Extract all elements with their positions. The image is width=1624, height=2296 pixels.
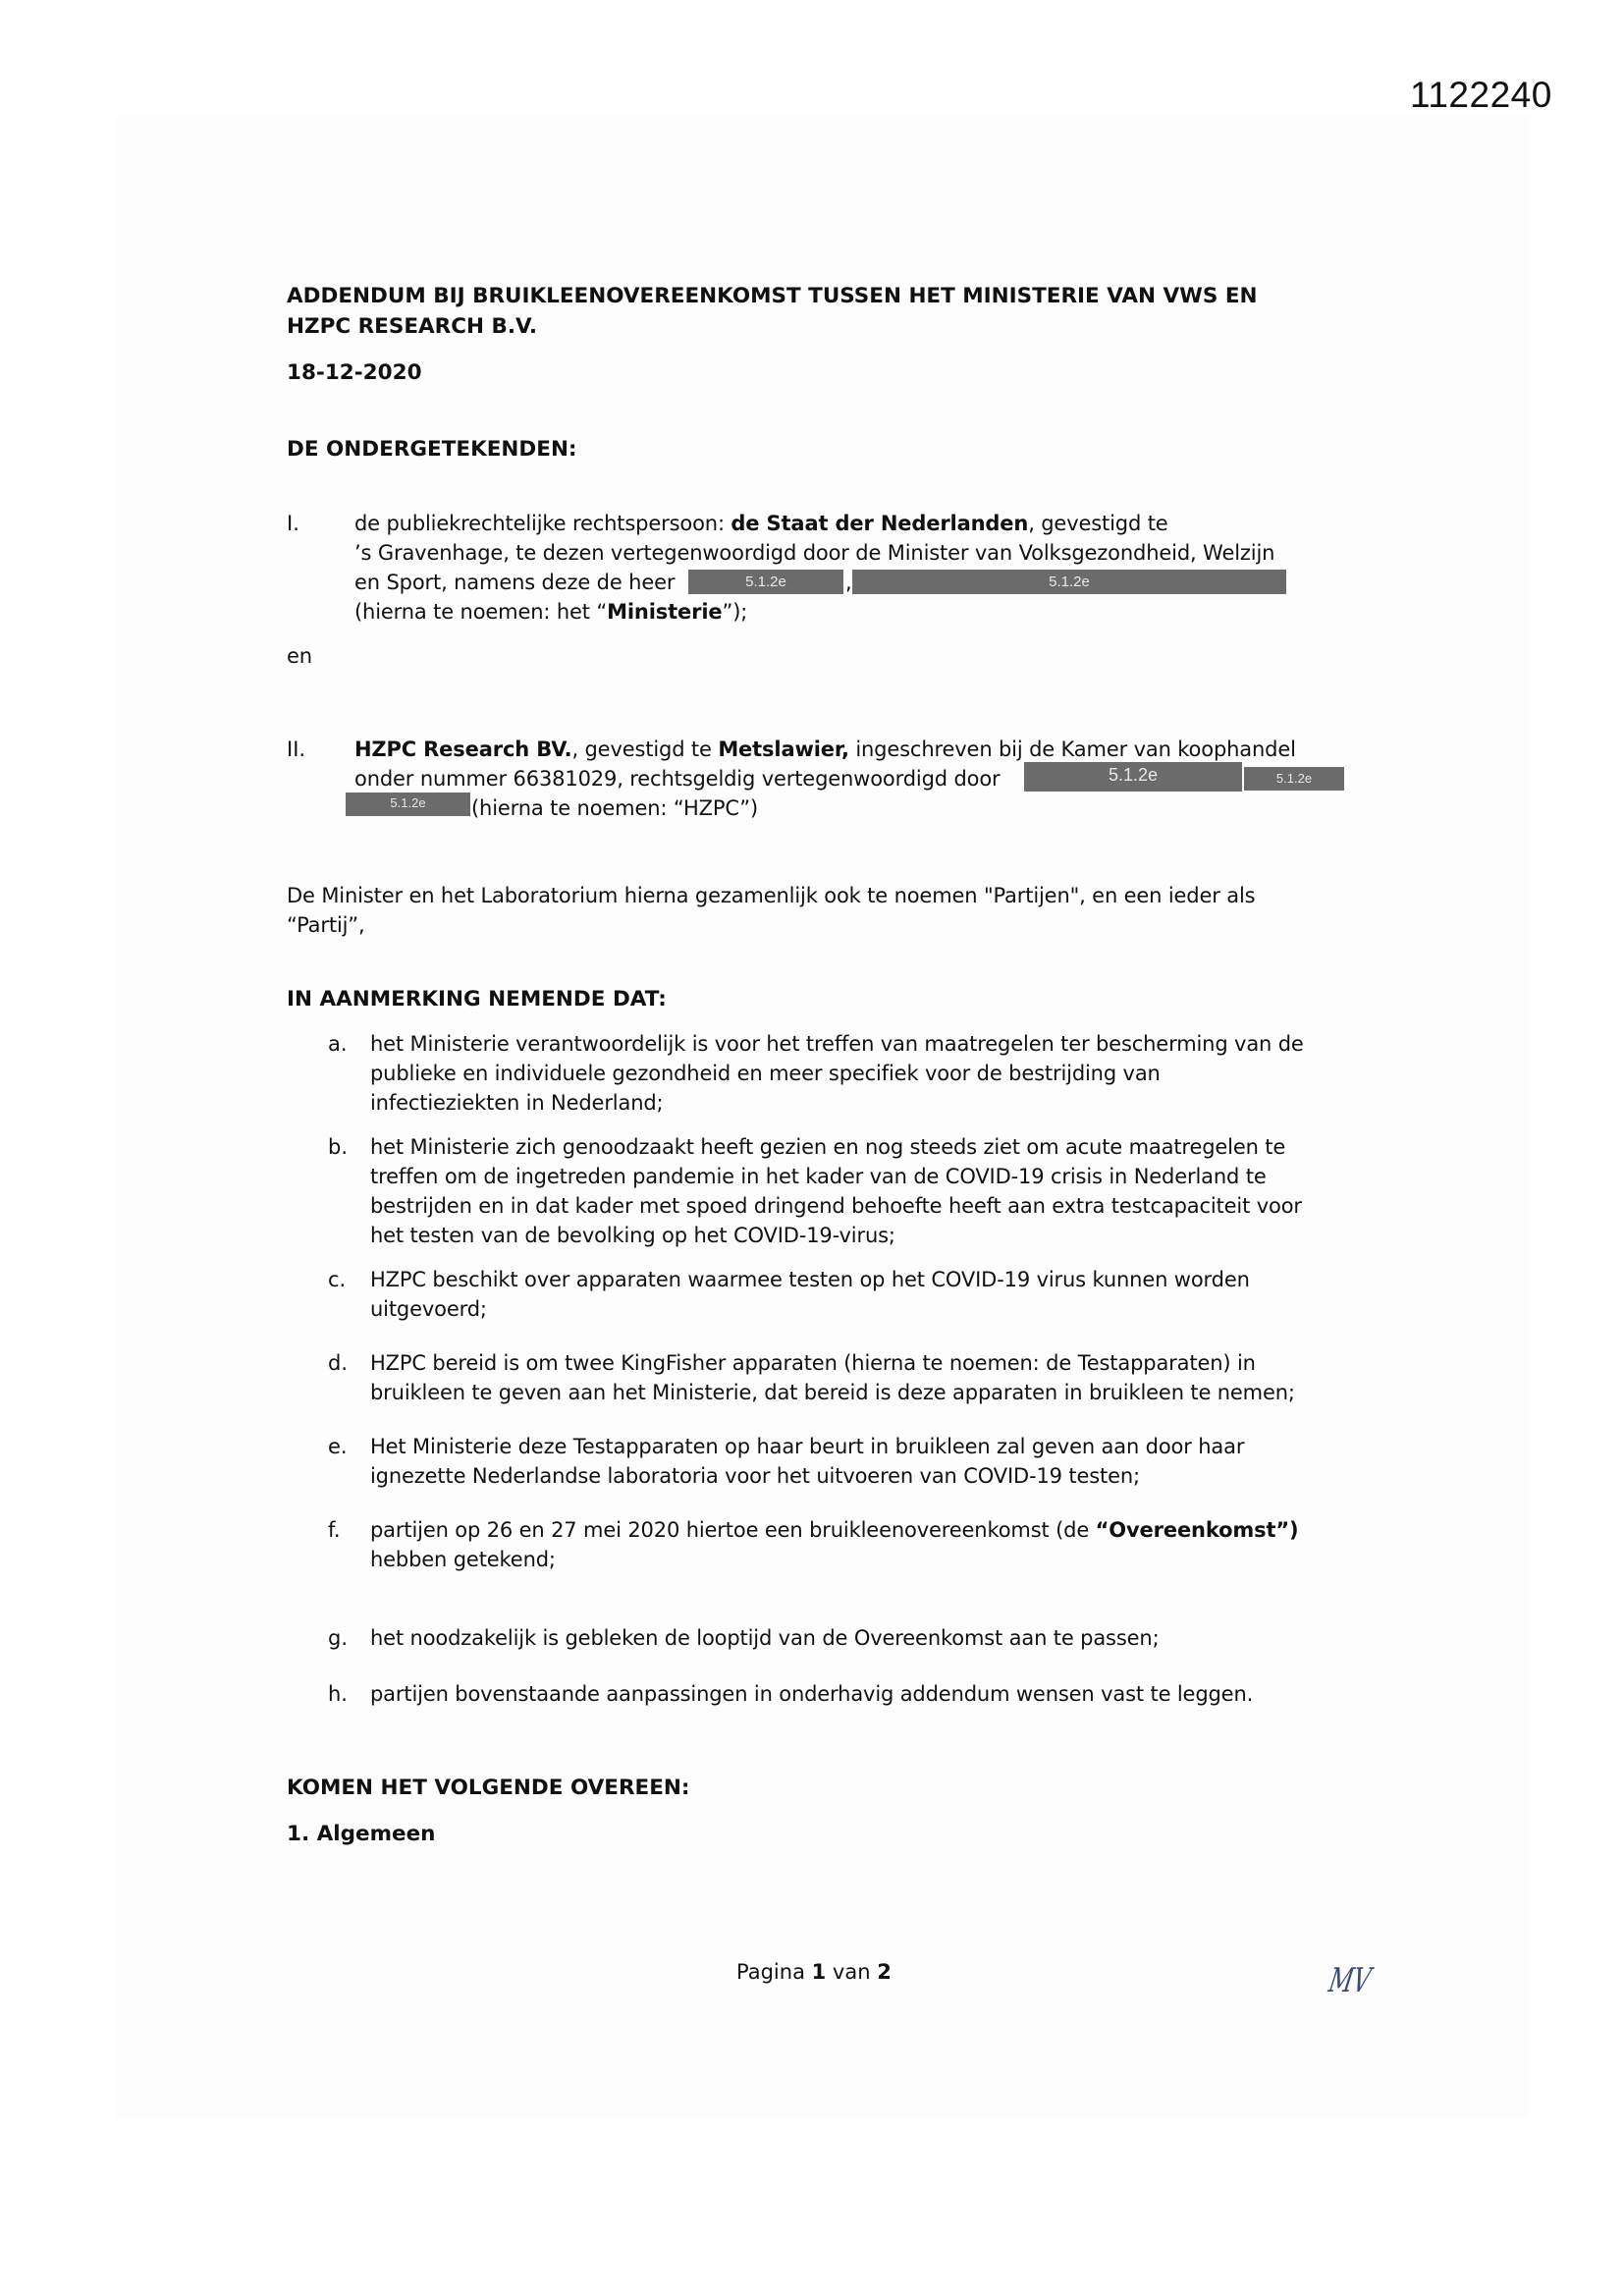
- consideration-e-label: e.: [328, 1435, 348, 1458]
- redaction-box: 5.1.2e: [1024, 762, 1242, 792]
- consideration-b-line: bestrijden en in dat kader met spoed dringend behoefte heeft aan extra testcapaciteit voor: [370, 1194, 1302, 1218]
- page-footer: Pagina 1 van 2: [736, 1960, 892, 1984]
- consideration-b-line: het testen van de bevolking op het COVID-19-virus;: [370, 1224, 895, 1247]
- document-date: 18-12-2020: [287, 360, 422, 385]
- scanned-page: [115, 115, 1529, 2118]
- considerations-heading: IN AANMERKING NEMENDE DAT:: [287, 987, 667, 1011]
- consideration-h-line: partijen bovenstaande aanpassingen in onderhavig addendum wensen vast te leggen.: [370, 1682, 1254, 1706]
- party2-line2: onder nummer 66381029, rechtsgeldig vertegenwoordigd door: [354, 767, 1001, 791]
- agreement-heading: KOMEN HET VOLGENDE OVEREEN:: [287, 1776, 690, 1800]
- consideration-e-line: ignezette Nederlandse laboratoria voor het uitvoeren van COVID-19 testen;: [370, 1464, 1140, 1488]
- consideration-d-label: d.: [328, 1351, 349, 1375]
- consideration-e-line: Het Ministerie deze Testapparaten op haar beurt in bruikleen zal geven aan door haar: [370, 1435, 1245, 1458]
- redaction-box: 5.1.2e: [852, 570, 1286, 594]
- party2-line3: (hierna te noemen: “HZPC”): [471, 796, 759, 820]
- consideration-a-line: publieke en individuele gezondheid en meer specifiek voor de bestrijding van: [370, 1062, 1161, 1085]
- consideration-d-line: bruikleen te geven aan het Ministerie, dat bereid is deze apparaten in bruikleen te nemen;: [370, 1381, 1295, 1404]
- document-title-line2: HZPC RESEARCH B.V.: [287, 314, 538, 339]
- consideration-a-label: a.: [328, 1032, 348, 1056]
- document-number: 1122240: [1410, 75, 1552, 115]
- consideration-d-line: HZPC bereid is om twee KingFisher apparaten (hierna te noemen: de Testapparaten) in: [370, 1351, 1256, 1375]
- consideration-c-line: uitgevoerd;: [370, 1297, 487, 1321]
- consideration-b-line: treffen om de ingetreden pandemie in het kader van de COVID-19 crisis in Nederland te: [370, 1165, 1267, 1188]
- consideration-b-line: het Ministerie zich genoodzaakt heeft gezien en nog steeds ziet om acute maatregelen te: [370, 1135, 1286, 1159]
- party2-line1: HZPC Research BV., gevestigd te Metslawier, ingeschreven bij de Kamer van koophandel: [354, 738, 1296, 761]
- parties-clause-line2: “Partij”,: [287, 913, 365, 937]
- party1-line1: de publiekrechtelijke rechtspersoon: de Staat der Nederlanden, gevestigd te: [354, 512, 1168, 535]
- consideration-h-label: h.: [328, 1682, 348, 1706]
- consideration-f-line: hebben getekend;: [370, 1548, 556, 1571]
- handwritten-initials: MV: [1326, 1961, 1374, 2000]
- consideration-g-label: g.: [328, 1626, 349, 1650]
- signatories-heading: DE ONDERGETEKENDEN:: [287, 437, 577, 462]
- consideration-a-line: het Ministerie verantwoordelijk is voor het treffen van maatregelen ter bescherming van de: [370, 1032, 1304, 1056]
- conjunction: en: [287, 644, 312, 668]
- party1-line4: (hierna te noemen: het “Ministerie”);: [354, 600, 748, 624]
- redaction-box: 5.1.2e: [346, 793, 470, 816]
- consideration-f-line: partijen op 26 en 27 mei 2020 hiertoe een bruikleenovereenkomst (de “Overeenkomst”): [370, 1518, 1299, 1542]
- redaction-box: 5.1.2e: [688, 570, 843, 594]
- consideration-a-line: infectieziekten in Nederland;: [370, 1091, 664, 1115]
- consideration-f-label: f.: [328, 1518, 341, 1542]
- party1-separator: ,: [845, 571, 852, 594]
- party1-line2: ’s Gravenhage, te dezen vertegenwoordigd door de Minister van Volksgezondheid, Welzijn: [354, 541, 1275, 565]
- redaction-box: 5.1.2e: [1244, 767, 1344, 791]
- party1-label: I.: [287, 512, 299, 535]
- parties-clause-line1: De Minister en het Laboratorium hierna gezamenlijk ook te noemen "Partijen", en een ieder als: [287, 884, 1256, 907]
- document-title-line1: ADDENDUM BIJ BRUIKLEENOVEREENKOMST TUSSEN HET MINISTERIE VAN VWS EN: [287, 284, 1258, 308]
- party2-label: II.: [287, 738, 306, 761]
- consideration-c-line: HZPC beschikt over apparaten waarmee testen op het COVID-19 virus kunnen worden: [370, 1268, 1250, 1291]
- consideration-c-label: c.: [328, 1268, 347, 1291]
- section-heading-general: 1. Algemeen: [287, 1822, 436, 1846]
- consideration-b-label: b.: [328, 1135, 349, 1159]
- consideration-g-line: het noodzakelijk is gebleken de looptijd van de Overeenkomst aan te passen;: [370, 1626, 1160, 1650]
- party1-line3: en Sport, namens deze de heer: [354, 571, 676, 594]
